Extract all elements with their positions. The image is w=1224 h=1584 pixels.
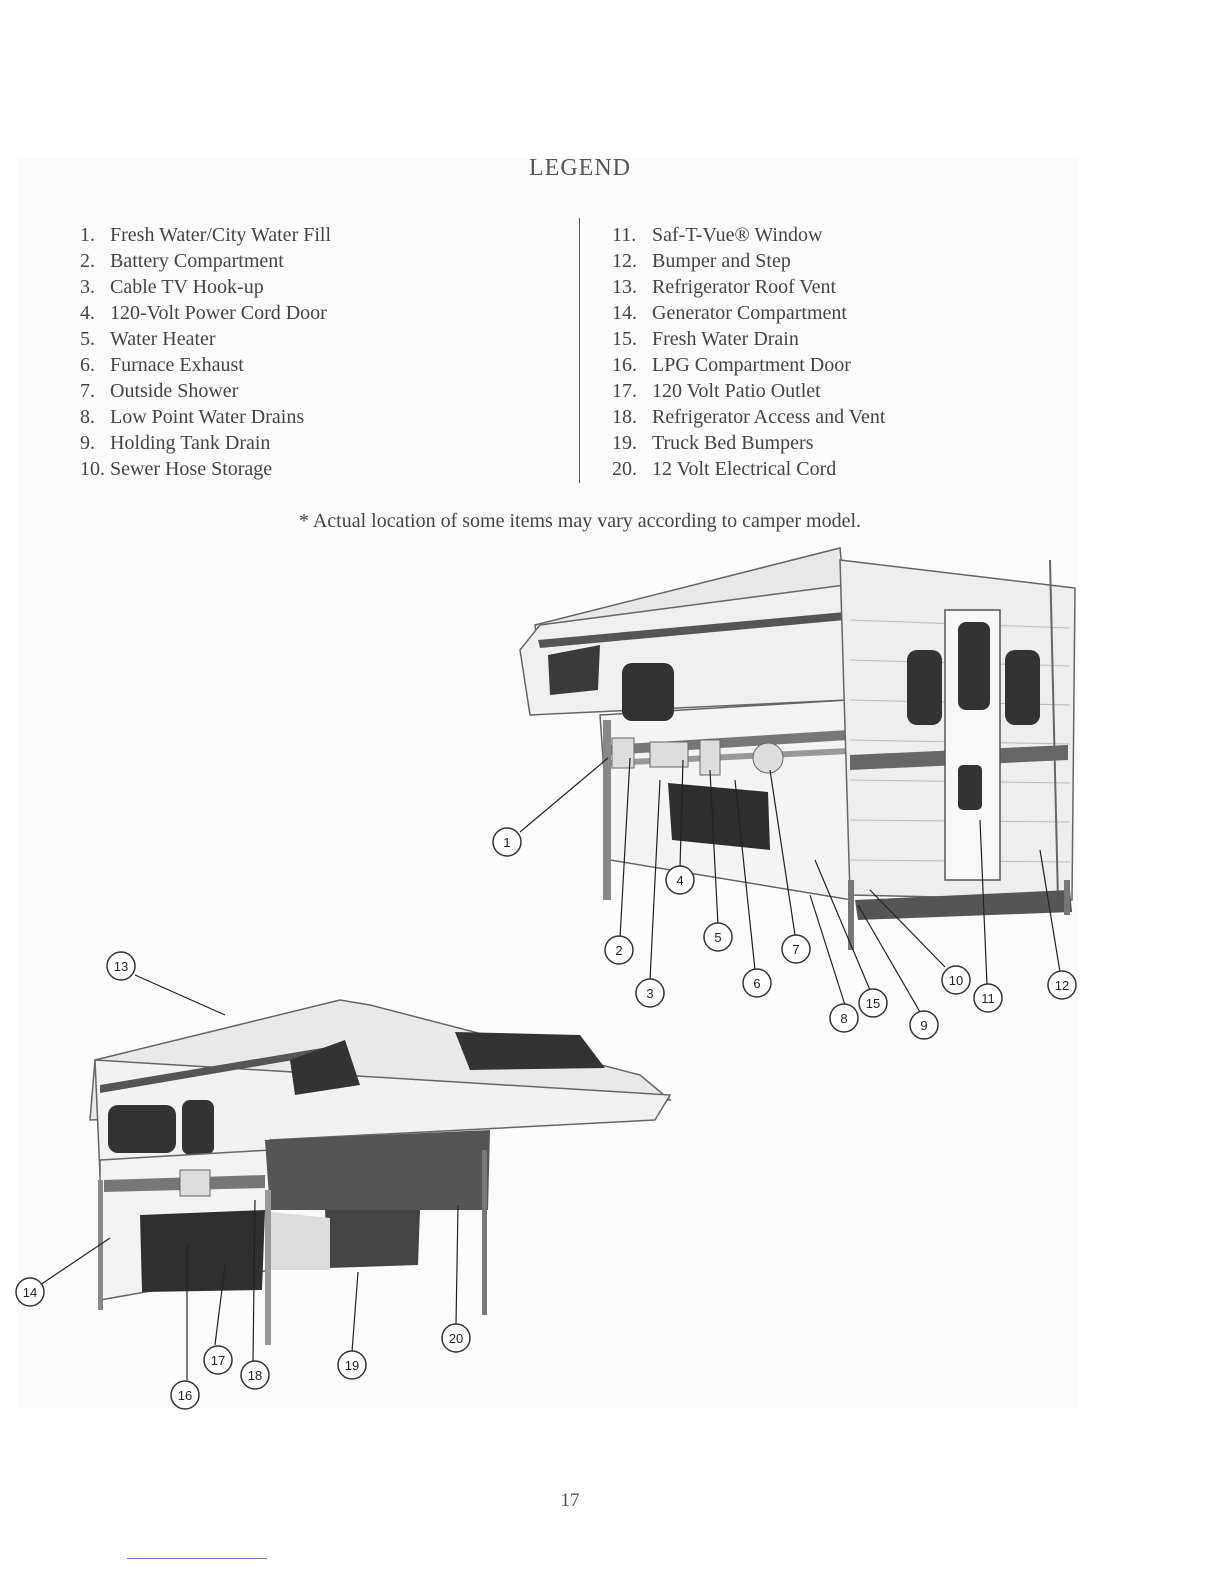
legend-item: 1. Fresh Water/City Water Fill [80,224,332,246]
rear-camper-illustration [520,548,1075,950]
callout-4 [666,866,694,894]
legend-right-column [612,222,885,482]
svg-text:4: 4 [676,873,684,888]
svg-text:10: 10 [948,973,964,988]
column-divider [579,218,580,483]
legend-item: 18. Refrigerator Access and Vent [612,406,886,428]
svg-text:12: 12 [1054,978,1070,993]
svg-text:7: 7 [792,942,800,957]
legend-item: 5. Water Heater [80,328,216,350]
callout-17 [204,1346,232,1374]
location-note: * Actual location of some items may vary according to camper model. [298,510,862,532]
legend-item: 20. 12 Volt Electrical Cord [612,458,837,480]
legend-item: 16. LPG Compartment Door [612,354,851,376]
legend-item: 19. Truck Bed Bumpers [612,432,814,454]
callout-19 [338,1351,366,1379]
svg-text:19: 19 [344,1358,360,1373]
callout-1 [493,828,521,856]
svg-text:1: 1 [503,835,511,850]
camper-diagram [0,530,1224,1430]
svg-text:3: 3 [646,986,654,1001]
svg-text:11: 11 [981,991,995,1006]
svg-text:2: 2 [615,943,623,958]
footer-rule [127,1558,267,1559]
legend-item: 6. Furnace Exhaust [80,354,244,376]
legend-item: 2. Battery Compartment [80,250,284,272]
svg-text:6: 6 [753,976,761,991]
svg-text:20: 20 [448,1331,464,1346]
callout-16 [171,1381,199,1409]
callout-14 [16,1278,44,1306]
legend-item: 9. Holding Tank Drain [80,432,271,454]
legend-item: 11. Saf-T-Vue® Window [612,224,823,246]
callout-18 [241,1361,269,1389]
callout-12 [1048,971,1076,999]
legend-left-column [80,222,331,482]
callout-7 [782,935,810,963]
legend-item: 17. 120 Volt Patio Outlet [612,380,821,402]
svg-text:18: 18 [247,1368,263,1383]
legend-item: 7. Outside Shower [80,380,239,402]
callout-15 [859,989,887,1017]
legend-item: 3. Cable TV Hook-up [80,276,264,298]
legend-item: 10. Sewer Hose Storage [80,458,273,480]
callout-8 [830,1004,858,1032]
svg-text:15: 15 [865,996,881,1011]
callout-20 [442,1324,470,1352]
svg-text:14: 14 [22,1285,38,1300]
legend-item: 14. Generator Compartment [612,302,847,324]
svg-text:8: 8 [840,1011,848,1026]
legend-title: LEGEND [529,155,631,181]
page-number: 17 [560,1490,580,1511]
svg-text:9: 9 [920,1018,928,1033]
legend-item: 4. 120-Volt Power Cord Door [80,302,327,324]
callout-6 [743,969,771,997]
callout-9 [910,1011,938,1039]
svg-text:13: 13 [113,959,129,974]
callout-5 [704,923,732,951]
svg-text:16: 16 [177,1388,193,1403]
callout-13 [107,952,135,980]
side-camper-illustration [90,1000,670,1345]
callout-2 [605,936,633,964]
callout-11 [974,984,1002,1012]
svg-text:17: 17 [210,1353,226,1368]
callout-10 [942,966,970,994]
legend-item: 15. Fresh Water Drain [612,328,799,350]
svg-text:5: 5 [714,930,722,945]
legend-item: 8. Low Point Water Drains [80,406,305,428]
callout-3 [636,979,664,1007]
legend-item: 13. Refrigerator Roof Vent [612,276,837,298]
legend-item: 12. Bumper and Step [612,250,791,272]
